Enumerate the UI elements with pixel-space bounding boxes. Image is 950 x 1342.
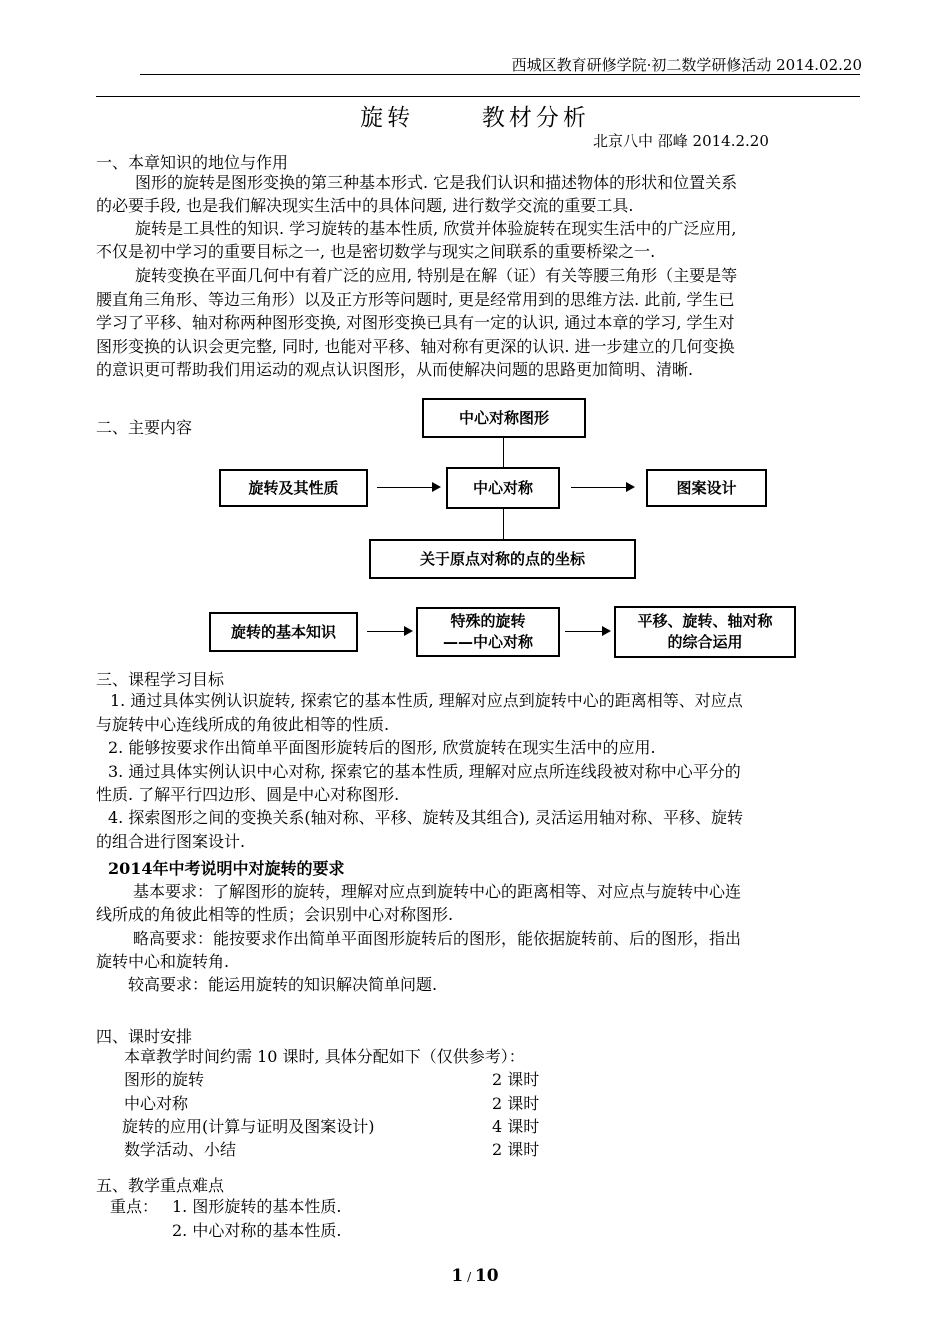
schedule-intro: 本章教学时间约需 10 课时, 具体分配如下（仅供参考）： — [124, 1047, 525, 1066]
s1-line: 腰直角三角形、等边三角形）以及正方形等问题时, 更是经常用到的思维方法. 此前, 学生已 — [96, 290, 735, 309]
diagram-box-rotation-properties: 旋转及其性质 — [219, 469, 368, 507]
s3-line: 与旋转中心连线所成的角彼此相等的性质. — [96, 715, 390, 734]
author-line: 北京八中 邵峰 2014.2.20 — [593, 132, 769, 150]
connector-line — [503, 509, 504, 539]
s3-line: 1. 通过具体实例认识旋转, 探索它的基本性质, 理解对应点到旋转中心的距离相等、对应点 — [110, 691, 743, 710]
diagram-box-special-rotation: 特殊的旋转 ——中心对称 — [416, 607, 560, 657]
s3-line: 4. 探索图形之间的变换关系(轴对称、平移、旋转及其组合), 灵活运用轴对称、平移、旋转 — [108, 808, 744, 827]
title-rule — [96, 96, 860, 97]
arrow-icon — [571, 487, 633, 488]
req-line: 略高要求：能按要求作出简单平面图形旋转后的图形，能依据旋转前、后的图形，指出 — [133, 929, 742, 948]
schedule-item: 旋转的应用(计算与证明及图案设计) — [122, 1117, 375, 1136]
s3-line: 3. 通过具体实例认识中心对称, 探索它的基本性质, 理解对应点所连线段被对称中心平分的 — [108, 762, 741, 781]
schedule-item: 中心对称 — [124, 1094, 189, 1113]
s1-line: 学习了平移、轴对称两种图形变换, 对图形变换已具有一定的认识, 通过本章的学习, 学生对 — [96, 313, 735, 332]
page-title: 旋转 教材分析 — [360, 105, 590, 131]
page-number: 1 / 10 — [451, 1266, 499, 1286]
page-header: 西城区教育研修学院·初二数学研修活动 2014.02.20 — [511, 56, 862, 74]
key-point-item: 2. 中心对称的基本性质. — [172, 1221, 342, 1240]
diagram-box-pattern-design: 图案设计 — [646, 469, 767, 507]
diagram-box-rotation-basics: 旋转的基本知识 — [209, 612, 358, 652]
arrow-icon — [377, 487, 439, 488]
section2-heading: 二、主要内容 — [96, 418, 193, 437]
req-line: 较高要求：能运用旋转的知识解决简单问题. — [128, 975, 438, 994]
section3-heading: 三、课程学习目标 — [96, 670, 225, 689]
req-line: 基本要求：了解图形的旋转，理解对应点到旋转中心的距离相等、对应点与旋转中心连 — [133, 882, 742, 901]
arrow-icon — [367, 631, 411, 632]
section4-heading: 四、课时安排 — [96, 1027, 193, 1046]
schedule-hours: 2 课时 — [492, 1094, 540, 1113]
diagram-box-origin-symmetric-coordinates: 关于原点对称的点的坐标 — [369, 539, 636, 579]
diagram-box-central-symmetric-figure: 中心对称图形 — [422, 398, 586, 438]
section1-heading: 一、本章知识的地位与作用 — [96, 153, 289, 172]
s1-line: 的必要手段, 也是我们解决现实生活中的具体问题, 进行数学交流的重要工具. — [96, 196, 634, 215]
connector-line — [503, 438, 504, 468]
req-line: 旋转中心和旋转角. — [96, 952, 230, 971]
section5-heading: 五、教学重点难点 — [96, 1176, 225, 1195]
s1-line: 的意识更可帮助我们用运动的观点认识图形，从而使解决问题的思路更加简明、清晰. — [96, 360, 694, 379]
s1-line: 旋转变换在平面几何中有着广泛的应用, 特别是在解（证）有关等腰三角形（主要是等 — [135, 266, 738, 285]
schedule-hours: 2 课时 — [492, 1070, 540, 1089]
s3-line: 2. 能够按要求作出简单平面图形旋转后的图形, 欣赏旋转在现实生活中的应用. — [108, 738, 656, 757]
schedule-item: 图形的旋转 — [124, 1070, 205, 1089]
req-line: 线所成的角彼此相等的性质；会识别中心对称图形. — [96, 905, 454, 924]
schedule-hours: 2 课时 — [492, 1140, 540, 1159]
key-points-label: 重点： — [110, 1197, 159, 1216]
key-point-item: 1. 图形旋转的基本性质. — [172, 1197, 342, 1216]
s3-line: 性质. 了解平行四边形、圆是中心对称图形. — [96, 785, 400, 804]
arrow-icon — [565, 631, 609, 632]
diagram-box-central-symmetry: 中心对称 — [446, 467, 560, 509]
exam-requirements-heading: 2014年中考说明中对旋转的要求 — [108, 859, 345, 878]
s1-line: 图形变换的认识会更完整, 同时, 也能对平移、轴对称有更深的认识. 进一步建立的几何变换 — [96, 337, 735, 356]
schedule-item: 数学活动、小结 — [124, 1140, 237, 1159]
schedule-hours: 4 课时 — [492, 1117, 540, 1136]
s1-line: 图形的旋转是图形变换的第三种基本形式. 它是我们认识和描述物体的形状和位置关系 — [135, 173, 738, 192]
diagram-box-combined-application: 平移、旋转、轴对称 的综合运用 — [614, 606, 796, 658]
header-rule — [140, 74, 860, 75]
s3-line: 的组合进行图案设计. — [96, 832, 246, 851]
s1-line: 旋转是工具性的知识. 学习旋转的基本性质, 欣赏并体验旋转在现实生活中的广泛应用, — [135, 219, 737, 238]
s1-line: 不仅是初中学习的重要目标之一, 也是密切数学与现实之间联系的重要桥梁之一. — [96, 242, 656, 261]
